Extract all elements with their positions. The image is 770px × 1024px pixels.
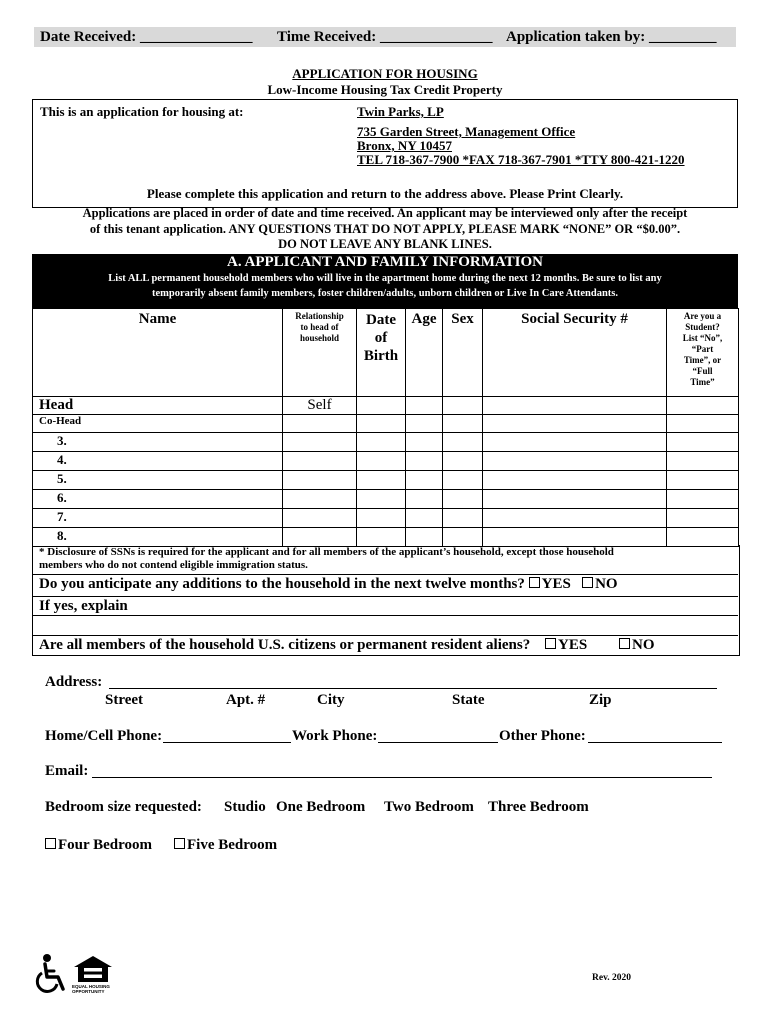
relationship-cell[interactable] — [283, 433, 357, 452]
citizens-yes-label: YES — [558, 637, 588, 653]
row-label: 4. — [33, 452, 283, 471]
citizens-yes — [545, 637, 587, 654]
col-student-header: Are you a Student? List “No”, “Part Time”, or “Full Time” — [667, 309, 739, 397]
row-label: 3. — [33, 433, 283, 452]
citizens-no-checkbox[interactable] — [619, 638, 630, 649]
state-label: State — [452, 692, 485, 708]
sex-cell[interactable] — [443, 452, 483, 471]
additions-question — [39, 576, 618, 593]
col-ssn-header: Social Security # — [483, 309, 667, 397]
dob-cell[interactable] — [357, 415, 406, 433]
bedroom-two-option[interactable]: Two Bedroom — [384, 799, 474, 815]
section-a-line-2: temporarily absent family members, foster children/adults, unborn children or Live In Care Attendants. — [152, 288, 618, 299]
age-cell[interactable] — [406, 452, 443, 471]
form-title: APPLICATION FOR HOUSING — [292, 66, 478, 81]
section-a-header — [32, 254, 738, 308]
dob-cell[interactable] — [357, 528, 406, 547]
col-name-header: Name — [33, 309, 283, 397]
divider — [32, 635, 738, 636]
work-phone-label: Work Phone: — [292, 728, 378, 744]
citizens-yes-checkbox[interactable] — [545, 638, 556, 649]
relationship-cell[interactable] — [283, 471, 357, 490]
divider — [32, 596, 738, 597]
receipt-info-bar — [34, 27, 736, 47]
row-label: Co-Head — [33, 415, 283, 433]
relationship-cell[interactable] — [283, 490, 357, 509]
email-label: Email: — [45, 763, 89, 779]
student-cell[interactable] — [667, 490, 739, 509]
apt-label: Apt. # — [226, 692, 266, 708]
student-cell[interactable] — [667, 528, 739, 547]
date-received-field[interactable]: Date Received: _______________ — [40, 29, 253, 45]
row-label: Head — [33, 397, 283, 415]
eho-line-1: EQUAL HOUSING — [72, 984, 110, 989]
additions-question-text: Do you anticipate any additions to the household in the next twelve months? — [39, 576, 525, 592]
instruction-text: Please complete this application and return to the address above. Please Print Clearly. — [146, 186, 624, 201]
ssn-cell[interactable] — [483, 528, 667, 547]
property-address-line2: Bronx, NY 10457 — [357, 138, 452, 153]
relationship-cell[interactable] — [283, 528, 357, 547]
table-row — [33, 471, 739, 490]
wheelchair-accessibility-icon — [34, 953, 68, 995]
sex-cell[interactable] — [443, 471, 483, 490]
bedroom-studio-option[interactable]: Studio — [224, 799, 266, 815]
property-intro: This is an application for housing at: — [40, 104, 244, 119]
revision-label: Rev. 2020 — [592, 973, 632, 983]
row-label: 7. — [33, 509, 283, 528]
eho-line-2: OPPORTUNITY — [72, 989, 105, 994]
dob-cell[interactable] — [357, 509, 406, 528]
street-label: Street — [105, 692, 144, 708]
col-age-header: Age — [406, 309, 443, 397]
relationship-cell[interactable] — [283, 415, 357, 433]
bedroom-three-option[interactable]: Three Bedroom — [488, 799, 589, 815]
dob-cell[interactable] — [357, 490, 406, 509]
age-cell[interactable] — [406, 490, 443, 509]
dob-cell[interactable] — [357, 433, 406, 452]
table-row — [33, 452, 739, 471]
citizens-no — [619, 637, 655, 654]
explain-label: If yes, explain — [39, 598, 128, 614]
table-header-row — [33, 309, 739, 397]
bedroom-five-label: Five Bedroom — [187, 837, 278, 853]
sex-cell[interactable] — [443, 509, 483, 528]
section-a-title: A. APPLICANT AND FAMILY INFORMATION — [227, 254, 543, 270]
address-input-line[interactable] — [109, 688, 717, 689]
ssn-cell[interactable] — [483, 509, 667, 528]
home-phone-input-line[interactable] — [163, 742, 291, 743]
application-notice — [0, 206, 770, 253]
additions-no-checkbox[interactable] — [582, 577, 593, 588]
section-a-line-1: List ALL permanent household members who will live in the apartment home during the next 12 months. Be sure to list any — [108, 273, 662, 284]
table-row — [33, 509, 739, 528]
table-row — [33, 528, 739, 547]
sex-cell[interactable] — [443, 397, 483, 415]
relationship-cell[interactable] — [283, 452, 357, 471]
col-dob-header: Date of Birth — [357, 309, 406, 397]
address-label: Address: — [45, 674, 103, 690]
citizens-no-label: NO — [632, 637, 655, 653]
student-cell[interactable] — [667, 397, 739, 415]
student-cell[interactable] — [667, 433, 739, 452]
age-cell[interactable] — [406, 415, 443, 433]
student-cell[interactable] — [667, 471, 739, 490]
equal-housing-caption — [72, 984, 110, 994]
time-received-field[interactable]: Time Received: _______________ — [277, 29, 493, 45]
household-members-table — [32, 308, 739, 547]
age-cell[interactable] — [406, 509, 443, 528]
ssn-cell[interactable] — [483, 471, 667, 490]
dob-cell[interactable] — [357, 452, 406, 471]
disclosure-line-2: members who do not contend eligible immigration status. — [39, 559, 308, 571]
age-cell[interactable] — [406, 433, 443, 452]
student-cell[interactable] — [667, 452, 739, 471]
application-taken-by-field[interactable]: Application taken by: _________ — [506, 29, 717, 45]
divider — [32, 615, 738, 616]
table-row — [33, 415, 739, 433]
citizens-question-text: Are all members of the household U.S. citizens or permanent resident aliens? — [39, 637, 531, 653]
bedroom-five-option[interactable] — [174, 837, 277, 854]
row-label: 6. — [33, 490, 283, 509]
notice-line-2: of this tenant application. ANY QUESTIONS THAT DO NOT APPLY, PLEASE MARK “NONE” OR “$0.00”. — [89, 221, 681, 236]
property-address-line1: 735 Garden Street, Management Office — [357, 124, 576, 139]
age-cell[interactable] — [406, 397, 443, 415]
form-subtitle: Low-Income Housing Tax Credit Property — [267, 82, 503, 97]
table-row — [33, 433, 739, 452]
ssn-disclosure — [39, 546, 614, 572]
sex-cell[interactable] — [443, 415, 483, 433]
equal-housing-icon — [72, 955, 114, 983]
additions-no-label: NO — [595, 576, 618, 592]
property-name: Twin Parks, LP — [357, 104, 444, 119]
ssn-cell[interactable] — [483, 397, 667, 415]
sex-cell[interactable] — [443, 528, 483, 547]
student-cell[interactable] — [667, 509, 739, 528]
other-phone-label: Other Phone: — [499, 728, 586, 744]
dob-cell[interactable] — [357, 397, 406, 415]
bedroom-label: Bedroom size requested: — [45, 799, 202, 815]
ssn-cell[interactable] — [483, 415, 667, 433]
bedroom-four-checkbox[interactable] — [45, 838, 56, 849]
divider — [32, 574, 738, 575]
col-relationship-header: Relationship to head of household — [283, 309, 357, 397]
bedroom-four-label: Four Bedroom — [58, 837, 153, 853]
dob-cell[interactable] — [357, 471, 406, 490]
disclosure-line-1: * Disclosure of SSNs is required for the applicant and for all members of the applicant’s household, except those household — [39, 546, 614, 558]
row-label: 5. — [33, 471, 283, 490]
sex-cell[interactable] — [443, 433, 483, 452]
zip-label: Zip — [589, 692, 612, 708]
additions-yes-checkbox[interactable] — [529, 577, 540, 588]
table-row — [33, 490, 739, 509]
age-cell[interactable] — [406, 528, 443, 547]
bedroom-five-checkbox[interactable] — [174, 838, 185, 849]
ssn-cell[interactable] — [483, 433, 667, 452]
row-label: 8. — [33, 528, 283, 547]
notice-line-1: Applications are placed in order of date and time received. An applicant may be interviewed only after the receipt — [82, 206, 688, 220]
student-cell[interactable] — [667, 415, 739, 433]
bedroom-four-option[interactable] — [45, 837, 152, 854]
relationship-cell[interactable] — [283, 509, 357, 528]
notice-line-3: DO NOT LEAVE ANY BLANK LINES. — [278, 237, 492, 251]
property-contact: TEL 718-367-7900 *FAX 718-367-7901 *TTY 800-421-1220 — [357, 152, 685, 167]
relationship-cell[interactable]: Self — [283, 397, 357, 415]
email-input-line[interactable] — [92, 777, 712, 778]
work-phone-input-line[interactable] — [378, 742, 498, 743]
col-sex-header: Sex — [443, 309, 483, 397]
sex-cell[interactable] — [443, 490, 483, 509]
bedroom-one-option[interactable]: One Bedroom — [276, 799, 366, 815]
ssn-cell[interactable] — [483, 490, 667, 509]
table-row — [33, 397, 739, 415]
home-phone-label: Home/Cell Phone: — [45, 728, 163, 744]
ssn-cell[interactable] — [483, 452, 667, 471]
age-cell[interactable] — [406, 471, 443, 490]
city-label: City — [317, 692, 345, 708]
additions-yes-label: YES — [541, 576, 571, 592]
other-phone-input-line[interactable] — [588, 742, 722, 743]
